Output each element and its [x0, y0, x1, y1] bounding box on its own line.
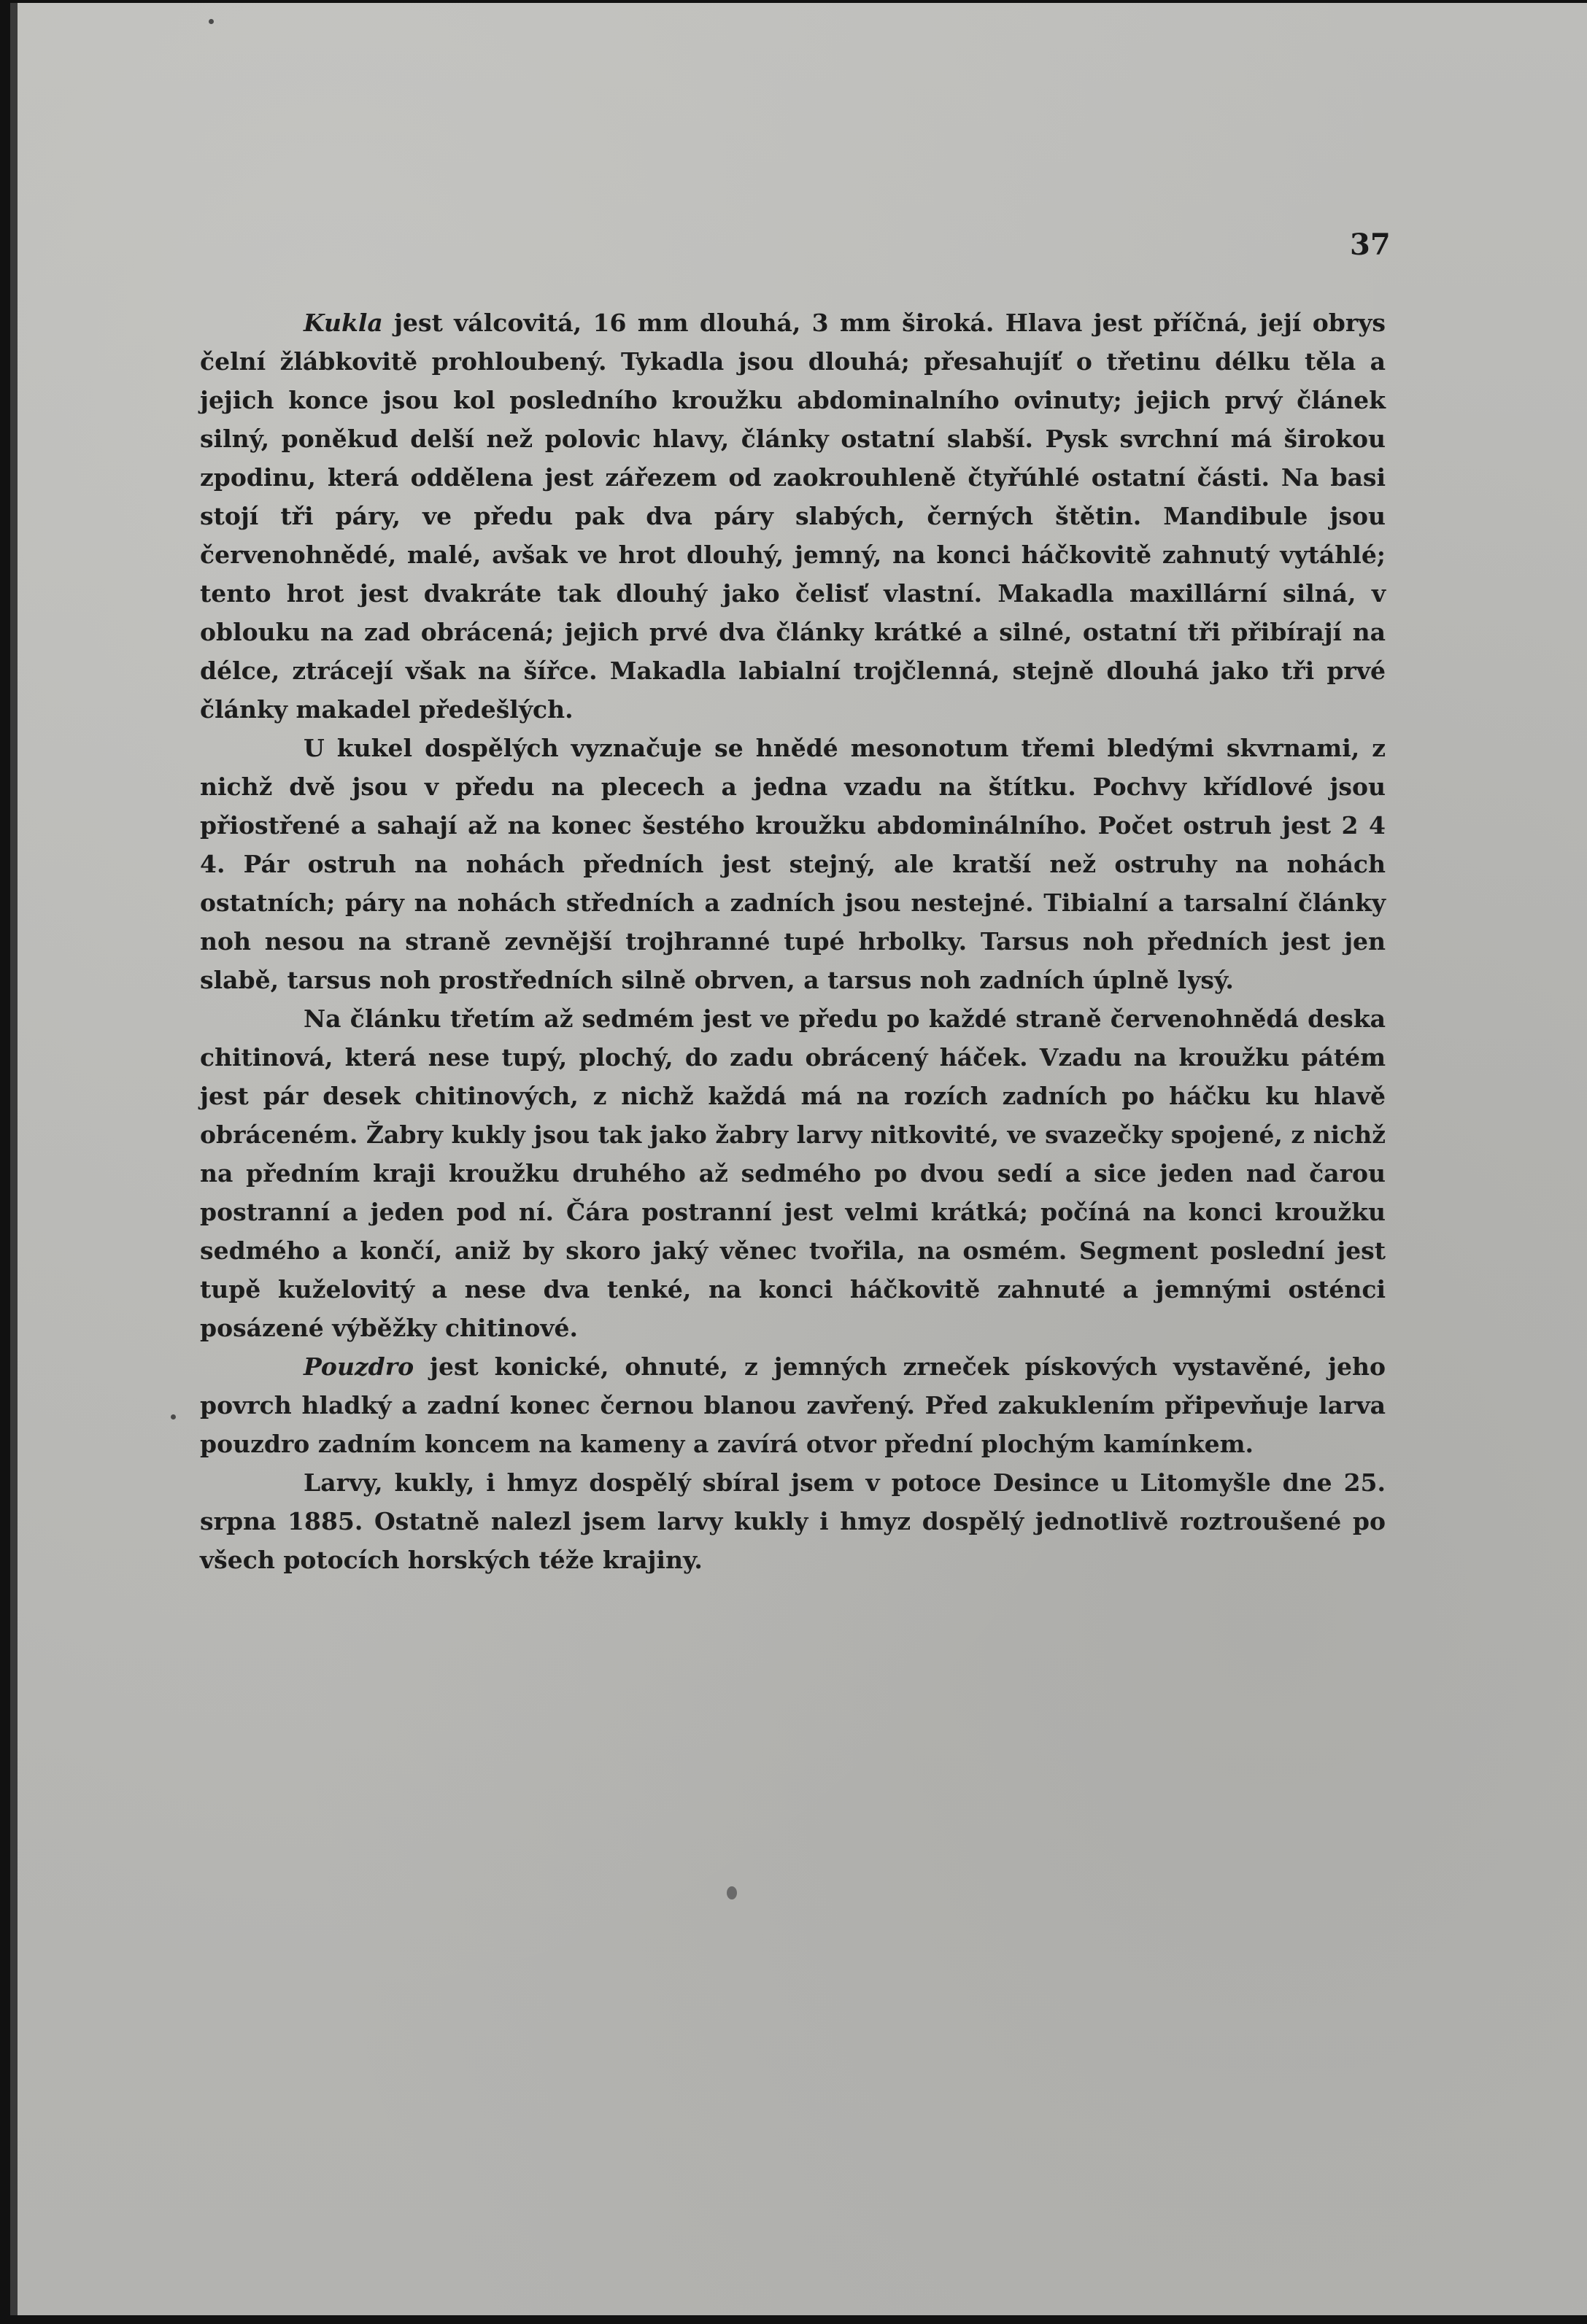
ink-speck [727, 1886, 737, 1899]
book-page [10, 3, 1587, 2315]
paragraph [200, 1463, 1386, 1579]
body-text [200, 303, 1386, 1579]
paragraph-lead-word: Kukla [304, 309, 383, 337]
paragraph-text: jest konické, ohnuté, z jemných zrneček pískových vystavěné, jeho povrch hladký a zadní konec černou blanou zavřený. Před zakuklením připevňuje larva pouzdro zadním koncem na kameny a zavírá otvor přední plochým kamínkem. [200, 1352, 1386, 1458]
paragraph-text: jest válcovitá, 16 mm dlouhá, 3 mm široká. Hlava jest příčná, její obrys čelní žlábkovitě prohloubený. Tykadla jsou dlouhá; přesahujíť o třetinu délku těla a jejich konce jsou kol posledního kroužku abdominalního ovinuty; jejich prvý článek silný, poněkud delší než polovic hlavy, články ostatní slabší. Pysk svrchní má širokou zpodinu, která oddělena jest zářezem od zaokrouhleně čtyřúhlé ostatní části. Na basi stojí tři páry, ve předu pak dva páry slabých, černých štětin. Mandibule jsou červenohnědé, malé, avšak ve hrot dlouhý, jemný, na konci háčkovitě zahnutý vytáhlé; tento hrot jest dvakráte tak dlouhý jako čelisť vlastní. Makadla maxillární silná, v oblouku na zad obrácená; jejich prvé dva články krátké a silné, ostatní tři přibírají na délce, ztrácejí však na šířce. Makadla labialní trojčlenná, stejně dlouhá jako tři prvé články makadel předešlých. [200, 309, 1386, 724]
paragraph [200, 729, 1386, 999]
paragraph-lead-word: Pouzdro [304, 1352, 414, 1381]
paragraph [200, 999, 1386, 1347]
paragraph [200, 303, 1386, 729]
paragraph-text: U kukel dospělých vyznačuje se hnědé mesonotum třemi bledými skvrnami, z nichž dvě jsou v předu na plecech a jedna vzadu na štítku. Pochvy křídlové jsou přiostřené a sahají až na konec šestého kroužku abdominálního. Počet ostruh jest 2 4 4. Pár ostruh na nohách předních jest stejný, ale kratší než ostruhy na nohách ostatních; páry na nohách středních a zadních jsou nestejné. Tibialní a tarsalní články noh nesou na straně zevnější trojhranné tupé hrbolky. Tarsus noh předních jest jen slabě, tarsus noh prostředních silně obrven, a tarsus noh zadních úplně lysý. [200, 734, 1386, 994]
ink-speck [209, 19, 214, 24]
page-number: 37 [1350, 228, 1391, 262]
paragraph [200, 1347, 1386, 1463]
ink-speck [171, 1414, 176, 1419]
paragraph-text: Larvy, kukly, i hmyz dospělý sbíral jsem v potoce Desince u Litomyšle dne 25. srpna 1885. Ostatně nalezl jsem larvy kukly i hmyz dospělý jednotlivě roztroušené po všech potocích horských téže krajiny. [200, 1468, 1386, 1574]
paragraph-text: Na článku třetím až sedmém jest ve předu po každé straně červenohnědá deska chitinová, která nese tupý, plochý, do zadu obrácený háček. Vzadu na kroužku pátém jest pár desek chitinových, z nichž každá má na rozích zadních po háčku ku hlavě obráceném. Žabry kukly jsou tak jako žabry larvy nitkovité, ve svazečky spojené, z nichž na předním kraji kroužku druhého až sedmého po dvou sedí a sice jeden nad čarou postranní a jeden pod ní. Čára postranní jest velmi krátká; počíná na konci kroužku sedmého a končí, aniž by skoro jaký věnec tvořila, na osmém. Segment poslední jest tupě kuželovitý a nese dva tenké, na konci háčkovitě zahnuté a jemnými osténci posázené výběžky chitinové. [200, 1004, 1386, 1342]
